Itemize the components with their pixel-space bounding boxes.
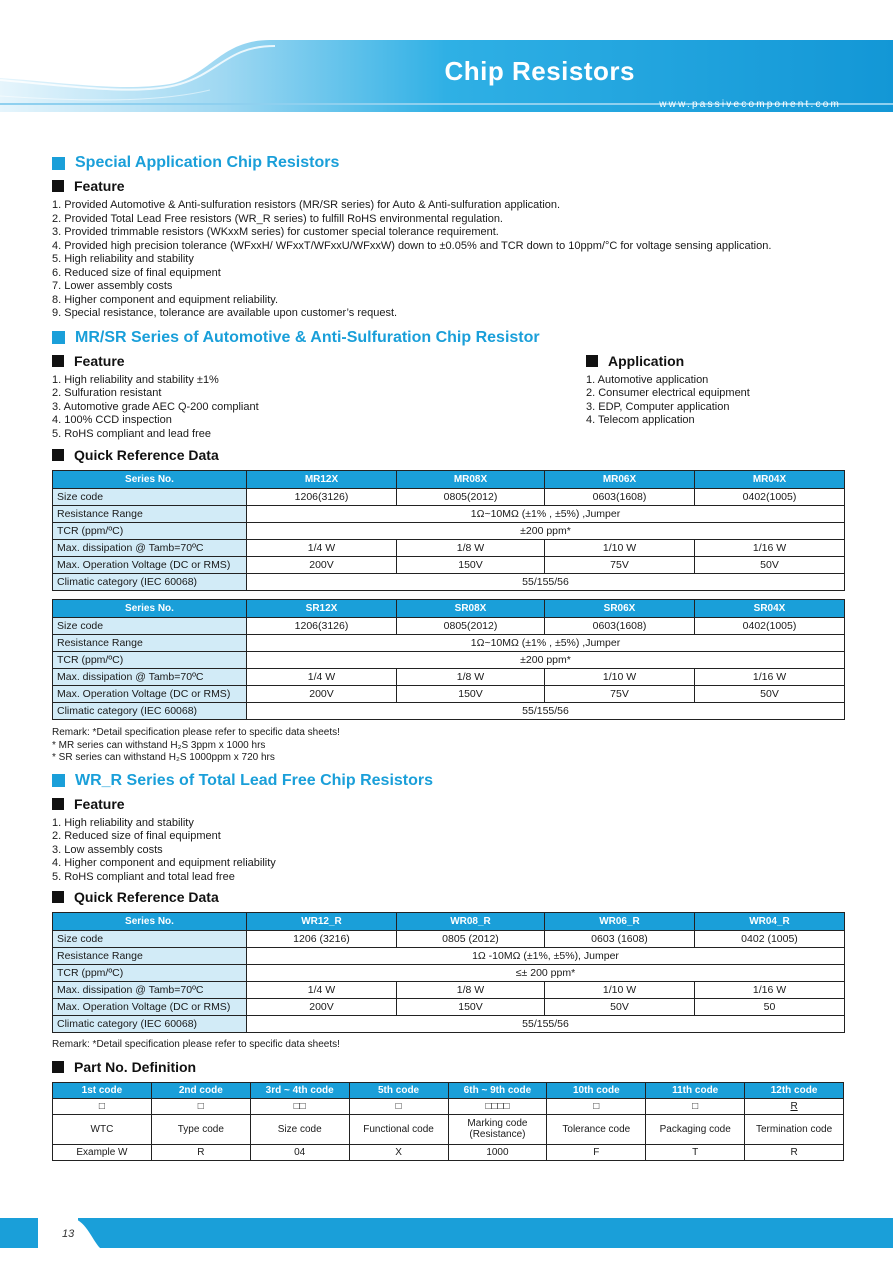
row-label: Climatic category (IEC 60068) — [53, 1016, 247, 1033]
list-item: 1. High reliability and stability — [52, 816, 194, 829]
table-cell: Functional code — [349, 1114, 448, 1144]
page-title: Chip Resistors — [444, 56, 635, 86]
row-label: Max. dissipation @ Tamb=70ºC — [53, 982, 247, 999]
table-cell: 200V — [247, 686, 397, 703]
mr-series-table — [52, 470, 845, 591]
page-footer — [0, 1218, 893, 1248]
table-cell: 1/4 W — [247, 669, 397, 686]
subheading-feature — [52, 794, 844, 814]
table-cell: 1/16 W — [695, 982, 845, 999]
list-item: 4. 100% CCD inspection — [52, 414, 172, 426]
table-cell: 1/8 W — [397, 982, 545, 999]
mrsr-feature-list — [52, 374, 586, 442]
section-title-mrsr — [52, 327, 844, 349]
table-cell: Tolerance code — [547, 1114, 646, 1144]
row-label: Resistance Range — [53, 635, 247, 652]
table-cell: Marking code (Resistance) — [448, 1114, 547, 1144]
mrsr-application-list — [586, 374, 844, 428]
section-title-wr — [52, 770, 844, 792]
row-label: Size code — [53, 931, 247, 948]
list-item: 4. Telecom application — [586, 414, 695, 426]
square-bullet-icon — [52, 798, 64, 810]
list-item: 3. Low assembly costs — [52, 843, 163, 856]
row-label: Max. Operation Voltage (DC or RMS) — [53, 686, 247, 703]
wr-series-table — [52, 912, 845, 1033]
row-label: Resistance Range — [53, 948, 247, 965]
table-cell: F — [547, 1144, 646, 1160]
table-cell: R — [745, 1144, 844, 1160]
code-box: □ — [349, 1098, 448, 1114]
table-cell: 1/10 W — [545, 540, 695, 557]
square-bullet-icon — [52, 449, 64, 461]
table-header-cell: WR04_R — [695, 913, 845, 931]
mrsr-feature-application — [52, 349, 844, 442]
table-cell: 50V — [695, 686, 845, 703]
section-title-text: MR/SR Series of Automotive & Anti-Sulfuration Chip Resistor — [75, 328, 540, 346]
table-cell: 200V — [247, 999, 397, 1016]
subheading-application — [586, 351, 844, 371]
table-cell: ≤± 200 ppm* — [247, 965, 845, 982]
table-cell: 50V — [695, 557, 845, 574]
table-cell: 1/10 W — [545, 982, 695, 999]
list-item: 3. Automotive grade AEC Q-200 compliant — [52, 400, 259, 413]
table-row — [53, 540, 845, 557]
wr-feature-list — [52, 817, 844, 885]
row-label: Max. dissipation @ Tamb=70ºC — [53, 669, 247, 686]
table-cell: 200V — [247, 557, 397, 574]
list-item: 3. EDP, Computer application — [586, 400, 730, 413]
square-bullet-icon — [52, 180, 64, 192]
table-header-cell: 11th code — [646, 1082, 745, 1098]
sr-series-table — [52, 599, 845, 720]
table-header-cell: WR06_R — [545, 913, 695, 931]
main-content — [52, 152, 844, 1161]
table-row — [53, 557, 845, 574]
list-item: 1. Provided Automotive & Anti-sulfuration resistors (MR/SR series) for Auto & Anti-sulfuration application. — [52, 199, 561, 211]
table-cell: 1206(3126) — [247, 618, 397, 635]
table-cell: 1206 (3216) — [247, 931, 397, 948]
table-cell: 50V — [545, 999, 695, 1016]
section-title-text: Special Application Chip Resistors — [75, 154, 340, 171]
table-row — [53, 574, 845, 591]
list-item: 2. Sulfuration resistant — [52, 387, 162, 399]
subheading-feature — [52, 351, 586, 371]
table-cell: Packaging code — [646, 1114, 745, 1144]
table-cell: 1/8 W — [397, 669, 545, 686]
table-cell: 1Ω~10MΩ (±1% , ±5%) ,Jumper — [247, 506, 845, 523]
page-number: 13 — [62, 1228, 75, 1240]
list-item: 6. Reduced size of final equipment — [52, 266, 221, 279]
table-cell: 0603(1608) — [545, 618, 695, 635]
row-label: Max. Operation Voltage (DC or RMS) — [53, 557, 247, 574]
table-cell: 55/155/56 — [247, 1016, 845, 1033]
square-bullet-icon — [52, 891, 64, 903]
list-item: 3. Provided trimmable resistors (WKxxM series) for customer special tolerance requirement. — [52, 226, 499, 238]
list-item: 7. Lower assembly costs — [52, 280, 173, 292]
table-cell: 04 — [250, 1144, 349, 1160]
section-title-special — [52, 152, 844, 174]
table-header-cell: SR12X — [247, 600, 397, 618]
row-label: Resistance Range — [53, 506, 247, 523]
table-row — [53, 703, 845, 720]
table-row — [53, 948, 845, 965]
special-feature-list — [52, 199, 844, 321]
page-header — [0, 0, 893, 112]
code-box: □ — [151, 1098, 250, 1114]
subheading-text: Feature — [74, 352, 125, 369]
list-item: 2. Provided Total Lead Free resistors (WR_R series) to fulfill RoHS environmental regulation. — [52, 212, 503, 225]
table-row — [53, 635, 845, 652]
list-item: 5. High reliability and stability — [52, 253, 194, 265]
part-no-table — [52, 1082, 844, 1161]
table-cell: 0805 (2012) — [397, 931, 545, 948]
table-cell: 1/16 W — [695, 669, 845, 686]
code-box: R — [745, 1098, 844, 1114]
list-item: 1. High reliability and stability ±1% — [52, 373, 219, 386]
table-cell: 55/155/56 — [247, 703, 845, 720]
list-item: 1. Automotive application — [586, 373, 709, 386]
row-label: TCR (ppm/ºC) — [53, 652, 247, 669]
table-row — [53, 999, 845, 1016]
subheading-text: Feature — [74, 795, 125, 812]
list-item: 4. Provided high precision tolerance (WFxxH/ WFxxT/WFxxU/WFxxW) down to ±0.05% and TCR down to 10ppm/°C for voltage sensing application. — [52, 239, 772, 252]
table-cell: 150V — [397, 557, 545, 574]
subheading-text: Feature — [74, 178, 125, 194]
table-header-cell: 3rd ~ 4th code — [250, 1082, 349, 1098]
section-title-text: WR_R Series of Total Lead Free Chip Resistors — [75, 771, 434, 789]
table-cell: 50 — [695, 999, 845, 1016]
table-header-row — [53, 1082, 844, 1098]
table-cell: 0402(1005) — [695, 489, 845, 506]
table-row — [53, 489, 845, 506]
table-cell: 75V — [545, 557, 695, 574]
table-header-cell: SR04X — [695, 600, 845, 618]
code-box: □ — [646, 1098, 745, 1114]
table-header-cell: SR06X — [545, 600, 695, 618]
table-cell: 1/8 W — [397, 540, 545, 557]
square-bullet-icon — [586, 355, 598, 367]
table-cell: 75V — [545, 686, 695, 703]
table-cell: 0805(2012) — [397, 618, 545, 635]
row-label: TCR (ppm/ºC) — [53, 965, 247, 982]
table-cell: 0402 (1005) — [695, 931, 845, 948]
row-label: Max. dissipation @ Tamb=70ºC — [53, 540, 247, 557]
row-label: Size code — [53, 618, 247, 635]
table-row — [53, 982, 845, 999]
remark-line: * SR series can withstand H₂S 1000ppm x 720 hrs — [52, 752, 275, 763]
square-bullet-icon — [52, 355, 64, 367]
table-header-cell: Series No. — [53, 471, 247, 489]
table-row — [53, 965, 845, 982]
square-bullet-icon — [52, 331, 65, 344]
table-header-cell: Series No. — [53, 600, 247, 618]
table-row — [53, 686, 845, 703]
subheading-qrd — [52, 445, 844, 465]
table-cell: 1/4 W — [247, 982, 397, 999]
table-header-cell: WR08_R — [397, 913, 545, 931]
square-bullet-icon — [52, 774, 65, 787]
table-cell: 0603 (1608) — [545, 931, 695, 948]
table-cell: 1Ω -10MΩ (±1%, ±5%), Jumper — [247, 948, 845, 965]
table-cell: T — [646, 1144, 745, 1160]
table-header-cell: MR12X — [247, 471, 397, 489]
table-row — [53, 618, 845, 635]
table-row — [53, 506, 845, 523]
code-box: □□□□ — [448, 1098, 547, 1114]
table-row — [53, 931, 845, 948]
subheading-text: Quick Reference Data — [74, 447, 219, 463]
table-cell: 1206(3126) — [247, 489, 397, 506]
table-row — [53, 1098, 844, 1114]
table-header-cell: 10th code — [547, 1082, 646, 1098]
row-label: TCR (ppm/ºC) — [53, 523, 247, 540]
list-item: 8. Higher component and equipment reliability. — [52, 293, 279, 306]
table-header-cell: 12th code — [745, 1082, 844, 1098]
subheading-qrd — [52, 887, 844, 907]
table-cell: 0603(1608) — [545, 489, 695, 506]
square-bullet-icon — [52, 157, 65, 170]
table-cell: 150V — [397, 686, 545, 703]
table-header-row — [53, 600, 845, 618]
subheading-feature — [52, 176, 844, 196]
table-cell: ±200 ppm* — [247, 652, 845, 669]
table-row — [53, 669, 845, 686]
table-header-row — [53, 913, 845, 931]
table-header-cell: 5th code — [349, 1082, 448, 1098]
table-cell: 1/16 W — [695, 540, 845, 557]
remark-line: Remark: *Detail specification please refer to specific data sheets! — [52, 727, 340, 738]
table-cell: 0402(1005) — [695, 618, 845, 635]
table-cell: 1000 — [448, 1144, 547, 1160]
table-row — [53, 1144, 844, 1160]
table-row — [53, 1114, 844, 1144]
table-header-cell: 6th ~ 9th code — [448, 1082, 547, 1098]
table-header-cell: 1st code — [53, 1082, 152, 1098]
subheading-text: Application — [608, 352, 685, 369]
code-box: □□ — [250, 1098, 349, 1114]
subheading-part-no — [52, 1057, 844, 1077]
code-box: □ — [547, 1098, 646, 1114]
list-item: 4. Higher component and equipment reliability — [52, 857, 276, 869]
table-cell: 1Ω~10MΩ (±1% , ±5%) ,Jumper — [247, 635, 845, 652]
table-cell: 1/10 W — [545, 669, 695, 686]
code-box: □ — [53, 1098, 152, 1114]
table-header-cell: MR08X — [397, 471, 545, 489]
mrsr-remarks — [52, 727, 844, 765]
table-cell: R — [151, 1144, 250, 1160]
square-bullet-icon — [52, 1061, 64, 1073]
website-url: www.passivecomponent.com — [659, 99, 841, 110]
table-cell: 0805(2012) — [397, 489, 545, 506]
table-header-row — [53, 471, 845, 489]
list-item: 5. RoHS compliant and lead free — [52, 427, 211, 440]
list-item: 5. RoHS compliant and total lead free — [52, 870, 235, 883]
table-cell: 150V — [397, 999, 545, 1016]
table-row — [53, 1016, 845, 1033]
list-item: 2. Consumer electrical equipment — [586, 387, 750, 399]
table-row — [53, 523, 845, 540]
table-row — [53, 652, 845, 669]
table-cell: X — [349, 1144, 448, 1160]
table-header-cell: Series No. — [53, 913, 247, 931]
footer-banner — [0, 1218, 893, 1248]
table-cell: Example W — [53, 1144, 152, 1160]
table-cell: WTC — [53, 1114, 152, 1144]
table-cell: 1/4 W — [247, 540, 397, 557]
table-cell: Size code — [250, 1114, 349, 1144]
table-header-cell: WR12_R — [247, 913, 397, 931]
table-cell: ±200 ppm* — [247, 523, 845, 540]
row-label: Size code — [53, 489, 247, 506]
row-label: Max. Operation Voltage (DC or RMS) — [53, 999, 247, 1016]
table-cell: Termination code — [745, 1114, 844, 1144]
table-cell: Type code — [151, 1114, 250, 1144]
table-header-cell: MR04X — [695, 471, 845, 489]
list-item: 9. Special resistance, tolerance are available upon customer’s request. — [52, 307, 398, 319]
list-item: 2. Reduced size of final equipment — [52, 830, 221, 842]
table-header-cell: 2nd code — [151, 1082, 250, 1098]
subheading-text: Quick Reference Data — [74, 889, 219, 905]
wr-remark: Remark: *Detail specification please refer to specific data sheets! — [52, 1039, 340, 1050]
table-header-cell: SR08X — [397, 600, 545, 618]
table-header-cell: MR06X — [545, 471, 695, 489]
row-label: Climatic category (IEC 60068) — [53, 703, 247, 720]
subheading-text: Part No. Definition — [74, 1058, 197, 1075]
remark-line: * MR series can withstand H₂S 3ppm x 1000 hrs — [52, 739, 266, 751]
table-cell: 55/155/56 — [247, 574, 845, 591]
row-label: Climatic category (IEC 60068) — [53, 574, 247, 591]
